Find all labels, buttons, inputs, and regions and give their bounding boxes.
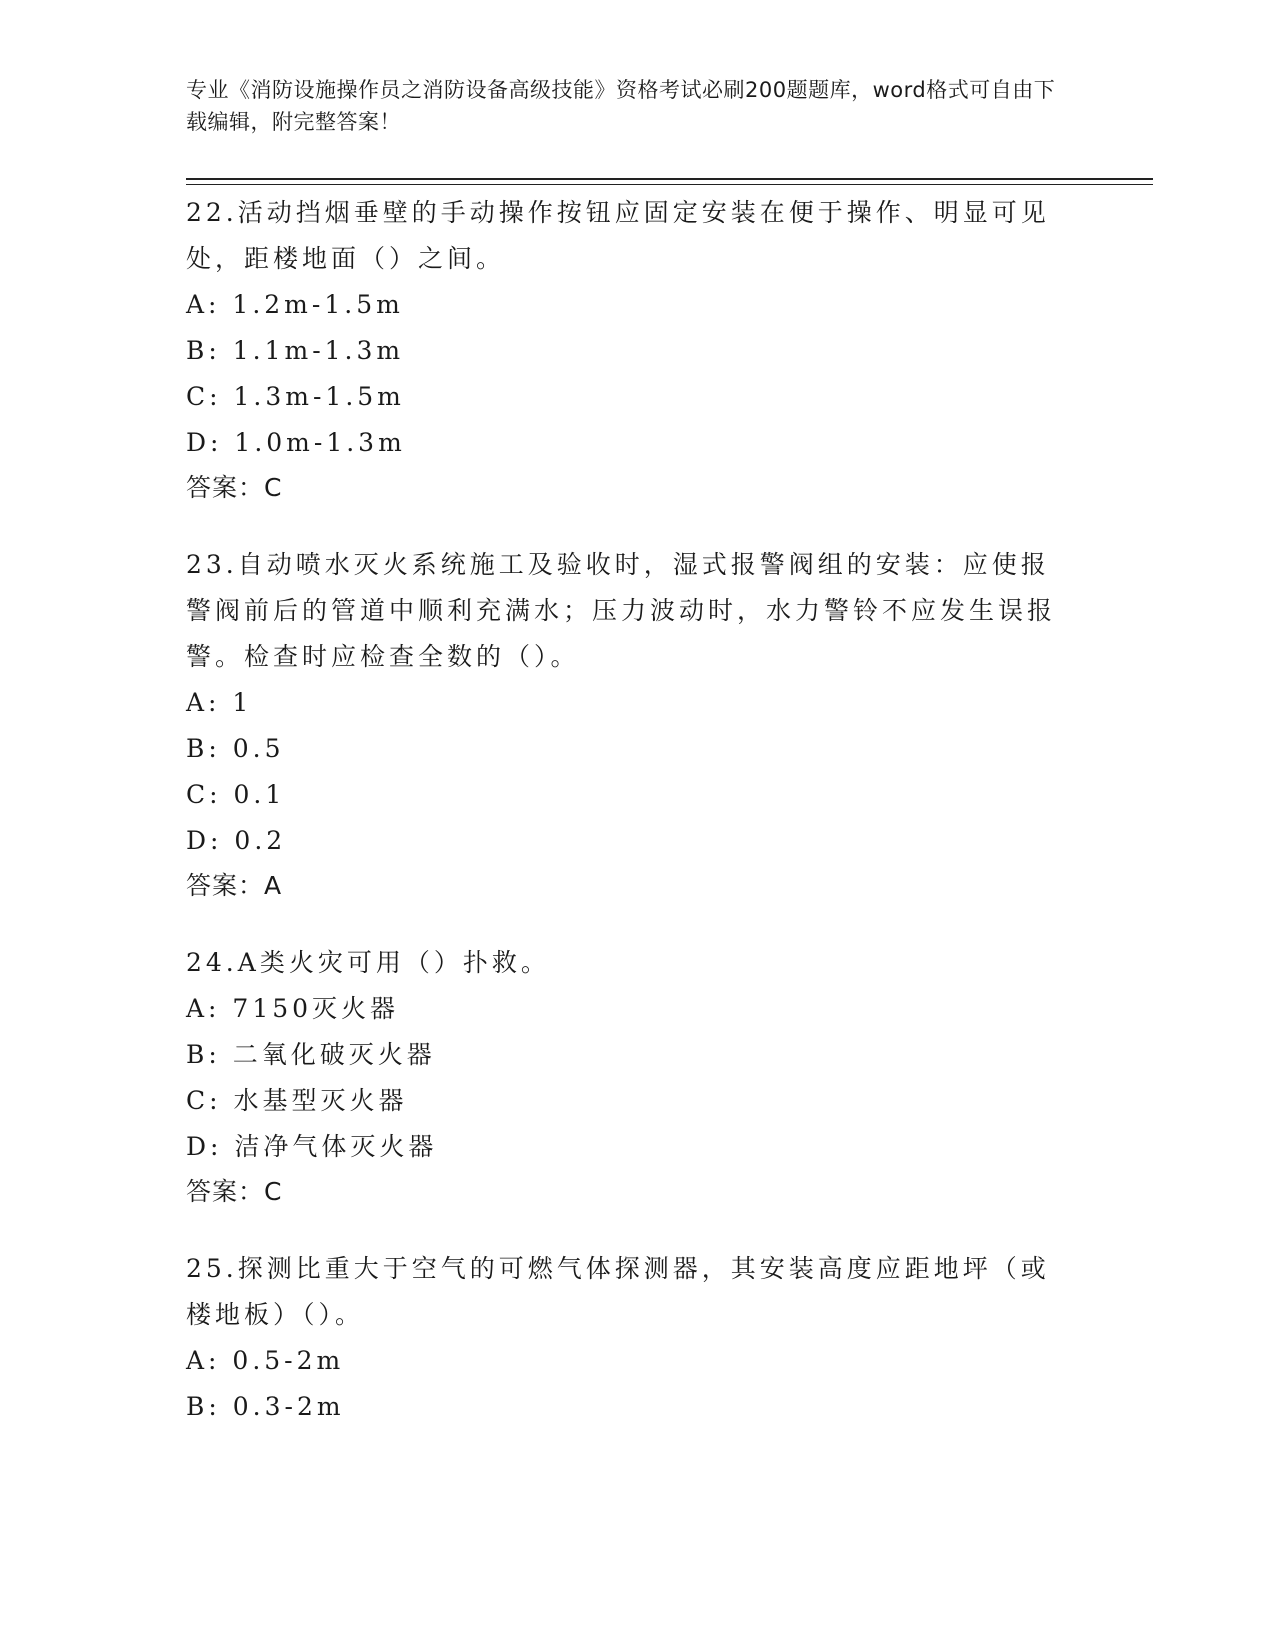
header-divider-thick: [186, 178, 1153, 180]
question-24: [186, 940, 1086, 1214]
option-b: B: 1.1m-1.3m: [186, 336, 405, 365]
option-a: A: 7150灭火器: [186, 994, 400, 1023]
header-text: 专业《消防设施操作员之消防设备高级技能》资格考试必刷200题题库，word格式可自由下载编辑，附完整答案！: [186, 78, 1056, 134]
answer: 答案：C: [186, 1177, 283, 1206]
question-25: [186, 1246, 1086, 1430]
option-b: B: 0.5: [186, 734, 285, 763]
question-list: [186, 190, 1086, 1462]
option-d: D: 0.2: [186, 826, 287, 855]
question-text: 25.探测比重大于空气的可燃气体探测器，其安装高度应距地坪（或楼地板）（）。: [186, 1254, 1050, 1329]
option-a: A: 1: [186, 688, 253, 717]
document-header: [186, 74, 1066, 138]
question-text: 24.A类火灾可用（）扑救。: [186, 948, 550, 977]
option-c: C: 1.3m-1.5m: [186, 382, 405, 411]
answer: 答案：A: [186, 871, 283, 900]
option-b: B: 二氧化破灭火器: [186, 1040, 436, 1069]
option-d: D: 1.0m-1.3m: [186, 428, 406, 457]
option-a: A: 1.2m-1.5m: [186, 290, 404, 319]
question-text: 22.活动挡烟垂壁的手动操作按钮应固定安装在便于操作、明显可见处，距楼地面（）之间。: [186, 198, 1050, 273]
header-divider-thin: [186, 184, 1153, 185]
option-b: B: 0.3-2m: [186, 1392, 345, 1421]
option-d: D: 洁净气体灭火器: [186, 1132, 438, 1161]
question-text: 23.自动喷水灭火系统施工及验收时，湿式报警阀组的安装：应使报警阀前后的管道中顺利充满水；压力波动时，水力警铃不应发生误报警。检查时应检查全数的（）。: [186, 550, 1057, 671]
question-22: [186, 190, 1086, 510]
question-23: [186, 542, 1086, 908]
option-a: A: 0.5-2m: [186, 1346, 345, 1375]
answer: 答案：C: [186, 473, 283, 502]
option-c: C: 0.1: [186, 780, 286, 809]
option-c: C: 水基型灭火器: [186, 1086, 408, 1115]
